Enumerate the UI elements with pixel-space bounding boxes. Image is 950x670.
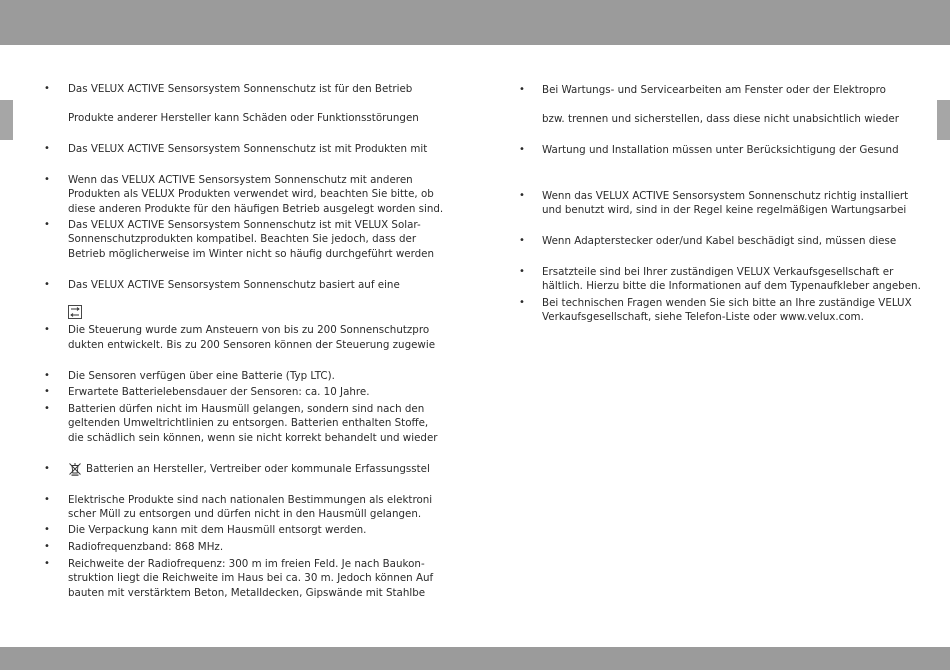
bullet: • xyxy=(44,403,50,414)
left-b9-l1: Batterien dürfen nicht im Hausmüll gelangen, sondern sind nach den xyxy=(68,403,425,415)
right-r2: Wartung und Installation müssen unter Berücksichtigung der Gesund xyxy=(542,144,899,156)
right-r6-l1: Bei technischen Fragen wenden Sie sich bitte an Ihre zuständige VELUX xyxy=(542,297,912,309)
bullet: • xyxy=(44,541,50,552)
bullet: • xyxy=(44,386,50,397)
right-r4: Wenn Adapterstecker oder/und Kabel beschädigt sind, müssen diese xyxy=(542,235,897,247)
left-b1: Das VELUX ACTIVE Sensorsystem Sonnenschutz ist für den Betrieb xyxy=(68,83,413,95)
left-b6-l2: dukten entwickelt. Bis zu 200 Sensoren können der Steuerung zugewie xyxy=(68,339,436,351)
bullet: • xyxy=(519,144,525,155)
left-b8: Erwartete Batterielebensdauer der Sensoren: ca. 10 Jahre. xyxy=(68,386,370,398)
bullet: • xyxy=(519,84,525,95)
right-r3-l2: und benutzt wird, sind in der Regel keine regelmäßigen Wartungsarbei xyxy=(542,204,907,216)
left-b13: Radiofrequenzband: 868 MHz. xyxy=(68,541,224,553)
left-b9-l2: geltenden Umweltrichtlinien zu entsorgen. Batterien enthalten Stoffe, xyxy=(68,417,429,429)
left-page-tab xyxy=(0,100,13,140)
left-b3-l2: Produkten als VELUX Produkten verwendet wird, beachten Sie bitte, ob xyxy=(68,188,434,200)
footer-bar xyxy=(0,647,950,670)
bullet: • xyxy=(44,370,50,381)
bullet: • xyxy=(519,297,525,308)
bullet: • xyxy=(44,219,50,230)
left-b4-l2: Sonnenschutzprodukten kompatibel. Beachten Sie jedoch, dass der xyxy=(68,233,417,245)
left-b7: Die Sensoren verfügen über eine Batterie (Typ LTC). xyxy=(68,370,335,382)
left-b9-l3: die schädlich sein können, wenn sie nicht korrekt behandelt und wieder xyxy=(68,432,438,444)
bullet: • xyxy=(44,494,50,505)
right-r5-l1: Ersatzteile sind bei Ihrer zuständigen VELUX Verkaufsgesellschaft er xyxy=(542,266,894,278)
left-b3-l3: diese anderen Produkte für den häufigen Betrieb ausgelegt worden sind. xyxy=(68,203,444,215)
bullet: • xyxy=(44,83,50,94)
left-b2: Das VELUX ACTIVE Sensorsystem Sonnenschutz ist mit Produkten mit xyxy=(68,143,428,155)
bullet: • xyxy=(519,190,525,201)
bullet: • xyxy=(44,463,50,474)
left-b4-l1: Das VELUX ACTIVE Sensorsystem Sonnenschutz ist mit VELUX Solar- xyxy=(68,219,421,231)
right-r6-l2: Verkaufsgesellschaft, siehe Telefon-Liste oder www.velux.com. xyxy=(542,311,864,323)
left-b4-l3: Betrieb möglicherweise im Winter nicht so häufig durchgeführt werden xyxy=(68,248,435,260)
right-r1: Bei Wartungs- und Servicearbeiten am Fenster oder der Elektropro xyxy=(542,84,886,96)
right-r5-l2: hältlich. Hierzu bitte die Informationen auf dem Typenaufkleber angeben. xyxy=(542,280,921,292)
left-b6-l1: Die Steuerung wurde zum Ansteuern von bis zu 200 Sonnenschutzpro xyxy=(68,324,430,336)
bullet: • xyxy=(44,524,50,535)
bullet: • xyxy=(44,174,50,185)
bullet: • xyxy=(44,279,50,290)
crossed-out-bin-icon xyxy=(68,462,82,476)
bullet: • xyxy=(44,324,50,335)
left-b11-l2: scher Müll zu entsorgen und dürfen nicht in den Hausmüll gelangen. xyxy=(68,508,422,520)
right-page-tab xyxy=(937,100,950,140)
bullet: • xyxy=(44,143,50,154)
left-b14-l3: bauten mit verstärktem Beton, Metalldecken, Gipswände mit Stahlbe xyxy=(68,587,426,599)
left-b12: Die Verpackung kann mit dem Hausmüll entsorgt werden. xyxy=(68,524,367,536)
left-b10: Batterien an Hersteller, Vertreiber oder kommunale Erfassungsstel xyxy=(68,462,430,477)
header-bar xyxy=(0,0,950,45)
bullet: • xyxy=(519,266,525,277)
right-r3-l1: Wenn das VELUX ACTIVE Sensorsystem Sonnenschutz richtig installiert xyxy=(542,190,909,202)
right-r1-cont: bzw. trennen und sicherstellen, dass diese nicht unabsichtlich wieder xyxy=(542,113,899,125)
left-b1-cont: Produkte anderer Hersteller kann Schäden oder Funktionsstörungen xyxy=(68,112,419,124)
left-b14-l2: struktion liegt die Reichweite im Haus bei ca. 30 m. Jedoch können Auf xyxy=(68,572,434,584)
frequency-symbol-icon xyxy=(68,305,82,320)
left-b11-l1: Elektrische Produkte sind nach nationalen Bestimmungen als elektroni xyxy=(68,494,433,506)
left-b3-l1: Wenn das VELUX ACTIVE Sensorsystem Sonnenschutz mit anderen xyxy=(68,174,413,186)
bullet: • xyxy=(44,558,50,569)
left-b5: Das VELUX ACTIVE Sensorsystem Sonnenschutz basiert auf eine xyxy=(68,279,400,291)
left-b14-l1: Reichweite der Radiofrequenz: 300 m im freien Feld. Je nach Baukon- xyxy=(68,558,425,570)
bullet: • xyxy=(519,235,525,246)
